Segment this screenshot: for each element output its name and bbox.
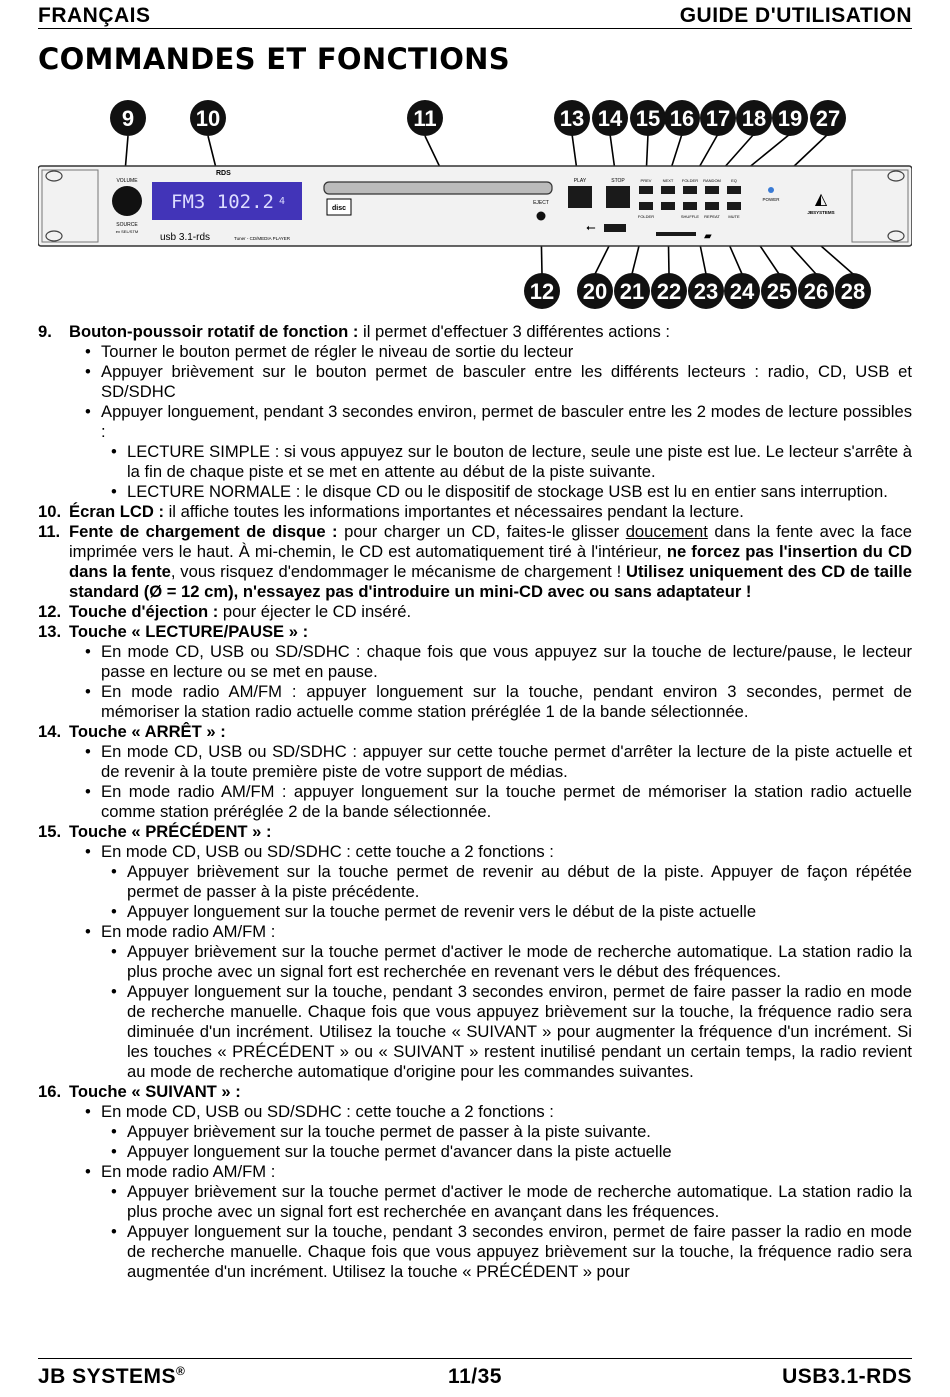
small-top-label-1: PREV xyxy=(640,178,652,183)
item-13 xyxy=(38,622,912,722)
item-text: pour éjecter le CD inséré. xyxy=(218,602,412,621)
page-title: COMMANDES ET FONCTIONS xyxy=(38,42,510,76)
source-label: SOURCE xyxy=(116,222,138,228)
header-guide-title: GUIDE D'UTILISATION xyxy=(679,4,912,27)
top-callout-label-18: 18 xyxy=(741,106,767,131)
item-number: 9. xyxy=(38,322,52,341)
stop-label: STOP xyxy=(611,178,625,184)
eject-label: EJECT xyxy=(533,200,549,206)
list-item-text: En mode CD, USB ou SD/SDHC : cette touche a 2 fonctions : xyxy=(101,842,554,861)
item-text: il affiche toutes les informations importantes et nécessaires pendant la lecture. xyxy=(163,502,744,521)
list-item: • En mode radio AM/FM : appuyer longuement sur la touche permet de mémoriser la station radio actuelle comme station préréglée 2 de la bande sélectionnée. xyxy=(69,782,912,822)
footer-model: USB3.1-RDS xyxy=(782,1365,912,1388)
small-bottom-label-1: FOLDER xyxy=(637,214,655,219)
page-number: 11/35 xyxy=(448,1365,502,1388)
item-number: 14. xyxy=(38,722,62,741)
power-label: POWER xyxy=(762,197,780,202)
list-item xyxy=(69,842,912,922)
sub-list-item: • Appuyer longuement sur la touche, pendant 3 secondes environ, permet de faire passer la radio en mode de recherche manuelle. Chaque fois que vous appuyez brièvement sur la touche, la fréquence radio sera diminuée d'un incrément. Utilisez la touche « SUIVANT » pour augmenter la fréquence d'un incrément. Si les touches « PRÉCÉDENT » ou « SUIVANT » restent inutilisé pendant un certain temps, la radio revient au mode de recherche automatique d'origine pour les commandes suivantes. xyxy=(101,982,912,1082)
list-item xyxy=(69,1102,912,1162)
usb-icon: ⭠ xyxy=(586,220,596,234)
bottom-callout-label-21: 21 xyxy=(619,279,645,304)
brand-logo-icon: ◭ xyxy=(814,189,828,208)
small-top-label-5: EQ xyxy=(731,178,737,183)
sub-list-item: • Appuyer longuement sur la touche, pendant 3 secondes environ, permet de faire passer la radio en mode de recherche manuelle. Chaque fois que vous appuyez brièvement sur la touche, la fréquence radio sera augmentée d'un incrément. Utilisez la touche « PRÉCÉDENT » pour xyxy=(101,1222,912,1282)
sd-card-slot xyxy=(656,232,696,236)
item-number: 15. xyxy=(38,822,62,841)
item-warning-text: ne forcez pas l'insertion du CD dans la fente xyxy=(69,542,913,581)
registered-mark: ® xyxy=(176,1364,186,1378)
sub-list-item: • Appuyer brièvement sur la touche permet d'activer le mode de recherche automatique. La station radio la plus proche avec un signal fort est recherchée en revenant vers le début des fréquences. xyxy=(101,942,912,982)
bottom-callout-label-12: 12 xyxy=(529,279,555,304)
model-text: usb 3.1-rds xyxy=(160,232,211,243)
brand-label: JBSYSTEMS xyxy=(807,210,835,215)
bottom-callout-label-25: 25 xyxy=(766,279,792,304)
sub-list-item: • LECTURE NORMALE : le disque CD ou le dispositif de stockage USB est lu en entier sans interruption. xyxy=(101,482,912,502)
front-panel-diagram xyxy=(38,98,912,310)
item-number: 11. xyxy=(38,522,61,541)
item-number: 10. xyxy=(38,502,62,521)
volume-label: VOLUME xyxy=(116,178,138,184)
sub-list-item: • Appuyer longuement sur la touche permet de revenir vers le début de la piste actuelle xyxy=(101,902,912,922)
top-callout-label-16: 16 xyxy=(669,106,695,131)
sub-list-item: • LECTURE SIMPLE : si vous appuyez sur le bouton de lecture, seule une piste est lue. Le lecteur s'arrête à la fin de chaque piste et se met en attente au début de la piste suivante. xyxy=(101,442,912,482)
play-label: PLAY xyxy=(573,178,587,184)
list-item: • En mode CD, USB ou SD/SDHC : chaque fois que vous appuyez sur la touche de lecture/pause, le lecteur passe en lecture ou se met en pause. xyxy=(69,642,912,682)
bottom-callout-label-28: 28 xyxy=(840,279,866,304)
sub-list-item: • Appuyer brièvement sur la touche permet de passer à la piste suivante. xyxy=(101,1122,912,1142)
item-number: 12. xyxy=(38,602,62,621)
page-footer xyxy=(38,1358,912,1389)
item-title: Fente de chargement de disque : xyxy=(69,522,338,541)
volume-knob xyxy=(112,186,142,216)
item-title: Touche « LECTURE/PAUSE » : xyxy=(69,622,309,641)
top-callout-label-13: 13 xyxy=(559,106,585,131)
small-top-label-3: FOLDER xyxy=(681,178,699,183)
item-12 xyxy=(38,602,912,622)
top-callout-label-10: 10 xyxy=(195,106,221,131)
item-text: il permet d'effectuer 3 différentes actions : xyxy=(358,322,670,341)
item-text: pour charger un CD, faites-le glisser xyxy=(337,522,626,541)
stop-button xyxy=(606,186,630,208)
item-16 xyxy=(38,1082,912,1282)
lcd-text: FM3 102.2 xyxy=(171,191,274,213)
small-top-label-4: RANDOM xyxy=(703,178,721,183)
power-button xyxy=(768,187,774,193)
top-callout-label-9: 9 xyxy=(121,106,135,131)
sd-card-icon: ▰ xyxy=(704,231,712,242)
eject-button xyxy=(537,212,546,221)
list-item-text: En mode radio AM/FM : xyxy=(101,922,276,941)
page-header xyxy=(38,2,912,29)
item-10 xyxy=(38,502,912,522)
list-item xyxy=(69,922,912,1082)
bottom-callout-label-22: 22 xyxy=(656,279,682,304)
list-item-text: En mode radio AM/FM : xyxy=(101,1162,276,1181)
list-item: • En mode radio AM/FM : appuyer longuement sur la touche, pendant environ 3 secondes, permet de mémoriser la station radio actuelle comme station préréglée 1 de la bande sélectionnée. xyxy=(69,682,912,722)
bottom-callout-label-20: 20 xyxy=(582,279,608,304)
usb-port xyxy=(604,224,626,232)
top-callout-label-27: 27 xyxy=(815,106,841,131)
header-language: FRANÇAIS xyxy=(38,4,151,27)
item-text: dans la fente avec la face imprimée vers le haut. À mi-chemin, le CD est automatiquement tiré à l'intérieur, xyxy=(69,522,912,561)
item-title: Touche « PRÉCÉDENT » : xyxy=(69,822,272,841)
top-callout-label-11: 11 xyxy=(413,106,437,131)
small-top-label-2: NEXT xyxy=(662,178,674,183)
sub-list-item: • Appuyer longuement sur la touche permet d'avancer dans la piste actuelle xyxy=(101,1142,912,1162)
item-underlined-text: doucement xyxy=(625,522,708,541)
list-item: • Tourner le bouton permet de régler le niveau de sortie du lecteur xyxy=(69,342,912,362)
bottom-callout-label-24: 24 xyxy=(729,279,755,304)
item-15 xyxy=(38,822,912,1082)
small-bottom-label-2: SHUFFLE xyxy=(680,214,700,219)
top-callout-label-15: 15 xyxy=(635,106,661,131)
item-title: Touche « ARRÊT » : xyxy=(69,722,226,741)
top-callout-label-17: 17 xyxy=(705,106,731,131)
list-item-text: Appuyer longuement, pendant 3 secondes environ, permet de basculer entre les 2 modes de lecture possibles : xyxy=(101,402,912,441)
item-11 xyxy=(38,522,912,602)
item-text: , vous risquez d'endommager le mécanisme de chargement ! xyxy=(170,562,627,581)
bottom-callout-label-26: 26 xyxy=(803,279,829,304)
source-sub-label: ex SEL/STM xyxy=(115,229,139,234)
cd-logo-text: disc xyxy=(331,205,347,212)
list-item: • En mode CD, USB ou SD/SDHC : appuyer sur cette touche permet d'arrêter la lecture de la piste actuelle et de revenir à la toute première piste de votre support de médias. xyxy=(69,742,912,782)
list-item-text: En mode CD, USB ou SD/SDHC : cette touche a 2 fonctions : xyxy=(101,1102,554,1121)
model-sub-text: Tuner - CD/MEDIA PLAYER xyxy=(234,236,291,241)
sub-list-item: • Appuyer brièvement sur la touche permet d'activer le mode de recherche automatique. La station radio la plus proche avec un signal fort est recherchée en avançant dans les fréquences. xyxy=(101,1182,912,1222)
rds-logo: RDS xyxy=(216,170,231,177)
instructions-body xyxy=(38,322,912,1282)
item-warning-text: Utilisez uniquement des CD de taille standard (Ø = 12 cm), n'essayez pas d'introduire un mini-CD avec ou sans adaptateur ! xyxy=(69,562,912,601)
item-14 xyxy=(38,722,912,822)
item-title: Écran LCD : xyxy=(69,502,164,521)
lcd-sub: 4 xyxy=(279,196,286,207)
item-title: Touche « SUIVANT » : xyxy=(69,1082,241,1101)
small-bottom-label-3: REPEAT xyxy=(704,214,720,219)
item-number: 16. xyxy=(38,1082,62,1101)
item-9 xyxy=(38,322,912,502)
list-item: • Appuyer brièvement sur le bouton permet de basculer entre les différents lecteurs : radio, CD, USB et SD/SDHC xyxy=(69,362,912,402)
disc-slot xyxy=(324,182,552,194)
top-callout-label-19: 19 xyxy=(777,106,803,131)
list-item xyxy=(69,402,912,502)
sub-list-item: • Appuyer brièvement sur la touche permet de revenir au début de la piste. Appuyer de façon répétée permet de passer à la piste précédente. xyxy=(101,862,912,902)
play-pause-button xyxy=(568,186,592,208)
item-title: Bouton-poussoir rotatif de fonction : xyxy=(69,322,359,341)
bottom-callout-label-23: 23 xyxy=(693,279,719,304)
small-bottom-label-4: MUTE xyxy=(728,214,740,219)
list-item xyxy=(69,1162,912,1282)
item-number: 13. xyxy=(38,622,62,641)
item-title: Touche d'éjection : xyxy=(69,602,219,621)
footer-brand-text: JB SYSTEMS xyxy=(38,1365,177,1388)
top-callout-label-14: 14 xyxy=(597,106,623,131)
